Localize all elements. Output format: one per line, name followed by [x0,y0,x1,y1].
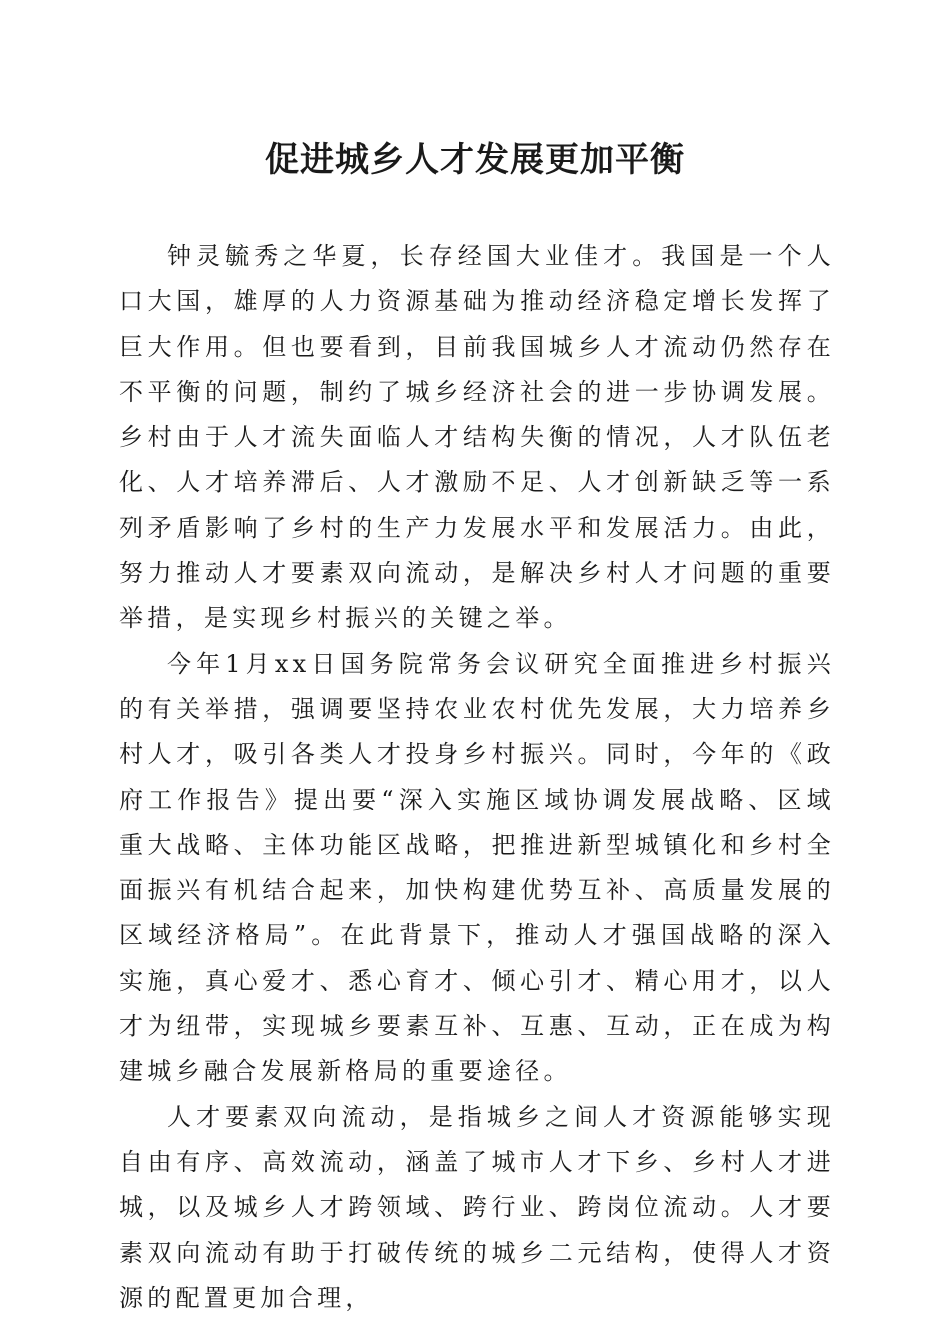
document-title: 促进城乡人才发展更加平衡 [265,140,685,180]
paragraph-1: 钟灵毓秀之华夏，长存经国大业佳才。我国是一个人口大国，雄厚的人力资源基础为推动经济稳定增长发挥了巨大作用。但也要看到，目前我国城乡人才流动仍然存在不平衡的问题，制约了城乡经济社会的进一步协调发展。乡村由于人才流失面临人才结构失衡的情况，人才队伍老化、人才培养滞后、人才激励不足、人才创新缺乏等一系列矛盾影响了乡村的生产力发展水平和发展活力。由此，努力推动人才要素双向流动，是解决乡村人才问题的重要举措，是实现乡村振兴的关键之举。 [119,242,835,633]
document-body [119,234,835,1321]
paragraph-3: 人才要素双向流动，是指城乡之间人才资源能够实现自由有序、高效流动，涵盖了城市人才下乡、乡村人才进城，以及城乡人才跨领域、跨行业、跨岗位流动。人才要素双向流动有助于打破传统的城乡二元结构，使得人才资源的配置更加合理， [119,1102,835,1312]
paragraph-2: 今年1月xx日国务院常务会议研究全面推进乡村振兴的有关举措，强调要坚持农业农村优先发展，大力培养乡村人才，吸引各类人才投身乡村振兴。同时，今年的《政府工作报告》提出要“深入实施区域协调发展战略、区域重大战略、主体功能区战略，把推进新型城镇化和乡村全面振兴有机结合起来，加快构建优势互补、高质量发展的区域经济格局”。在此背景下，推动人才强国战略的深入实施，真心爱才、悉心育才、倾心引才、精心用才，以人才为纽带，实现城乡要素互补、互惠、互动，正在成为构建城乡融合发展新格局的重要途径。 [119,649,835,1086]
